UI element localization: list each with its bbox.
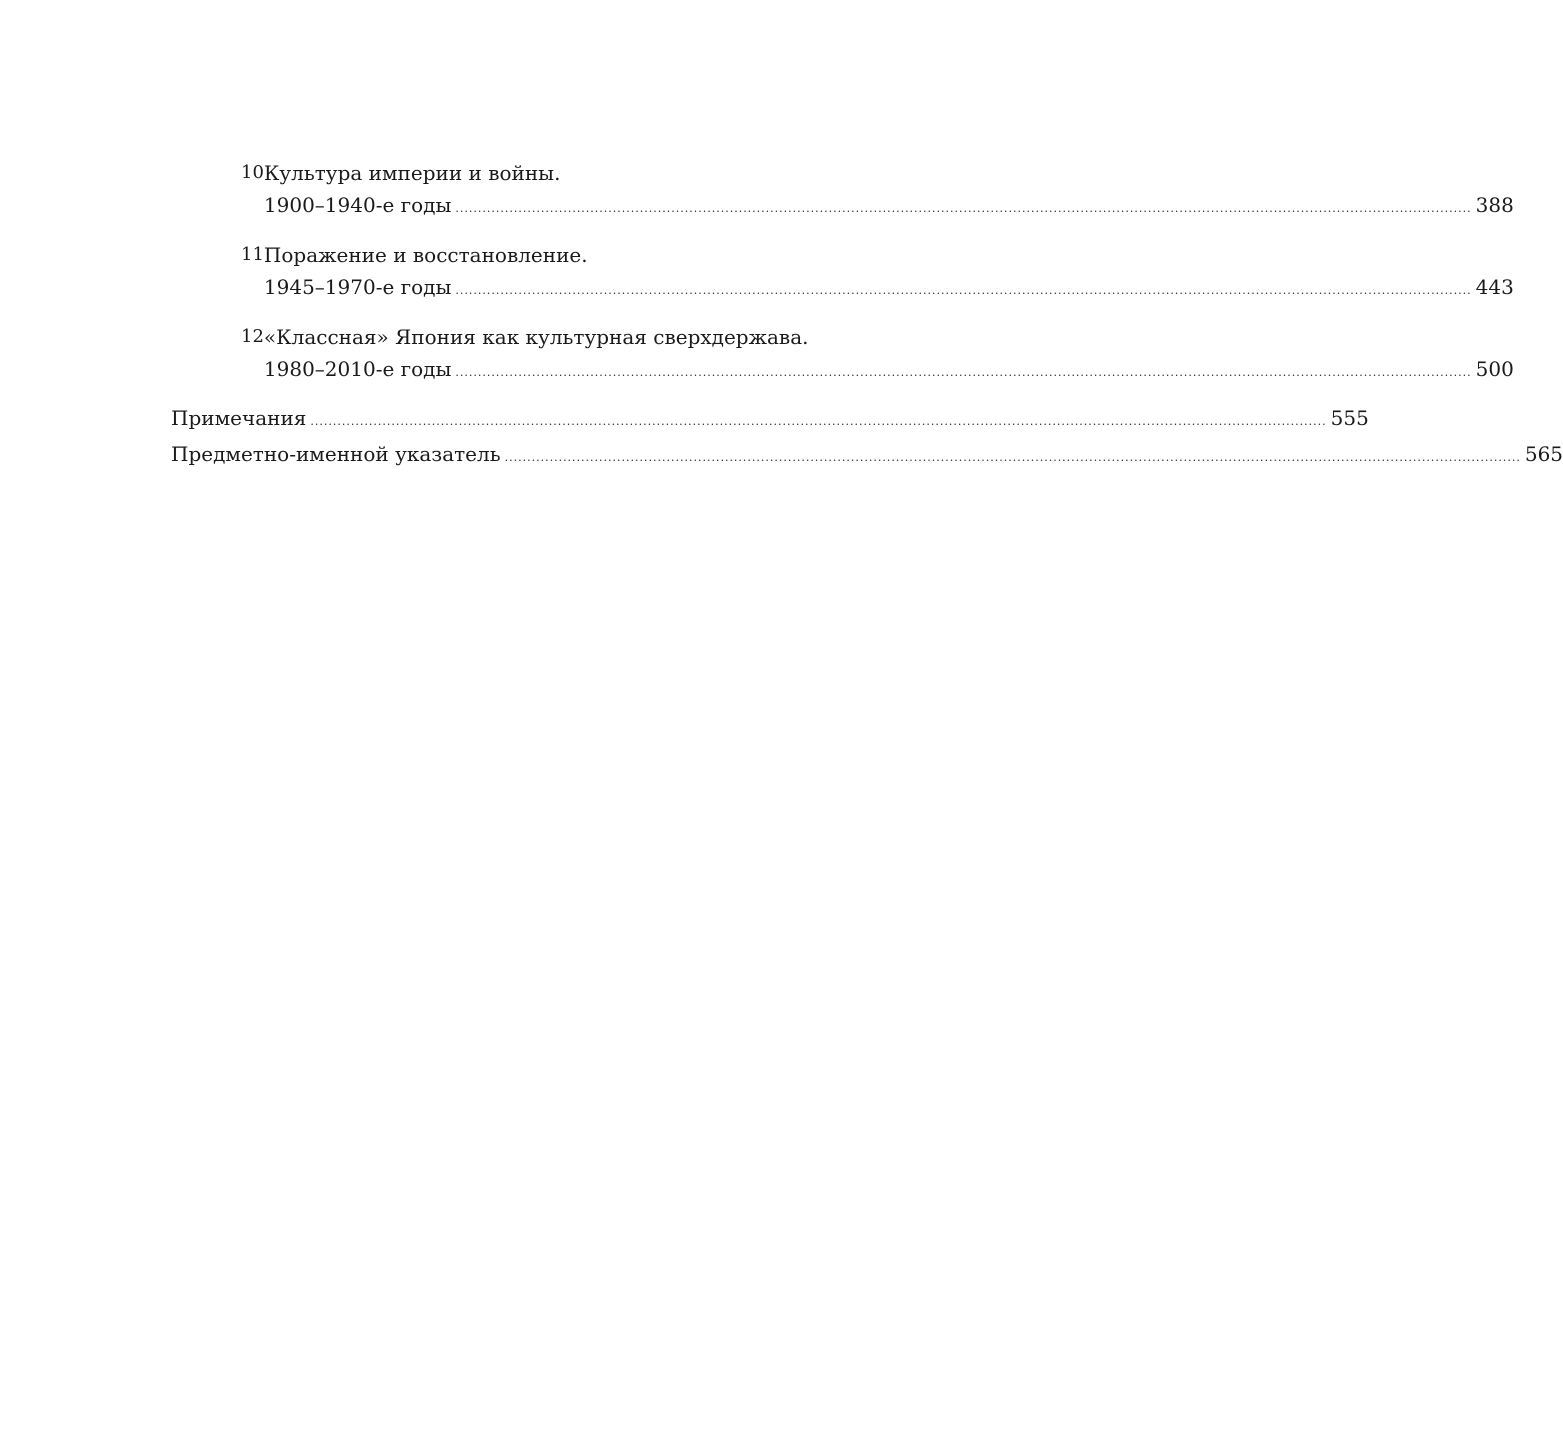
- dot-leader: [455, 276, 1471, 306]
- page-number: 555: [1330, 406, 1369, 430]
- chapter-body: [264, 320, 1514, 388]
- chapter-subtitle: 1980–2010-е годы: [263, 357, 452, 381]
- chapter-number: 10: [241, 162, 264, 183]
- page-number: 500: [1475, 357, 1514, 381]
- dot-leader: [455, 194, 1471, 224]
- chapter-body: [264, 156, 1514, 224]
- page-number: 443: [1475, 275, 1514, 299]
- entry-title: Примечания: [171, 406, 307, 430]
- chapter-leader-line: [264, 190, 1514, 224]
- chapter-title: «Классная» Япония как культурная сверхдержава.: [263, 325, 809, 349]
- chapter-number: 11: [241, 244, 264, 265]
- toc-chapter-10[interactable]: [171, 156, 1514, 224]
- chapter-leader-line: [264, 272, 1514, 306]
- entry-title: Предметно-именной указатель: [171, 442, 501, 466]
- dot-leader: [455, 358, 1471, 388]
- toc-chapter-12[interactable]: [171, 320, 1514, 388]
- back-matter: [171, 402, 1563, 474]
- toc-entry-notes[interactable]: [171, 402, 1369, 438]
- page-number: 388: [1475, 193, 1514, 217]
- chapter-number: 12: [241, 326, 264, 347]
- chapter-leader-line: [264, 354, 1514, 388]
- dot-leader: [310, 406, 1326, 438]
- chapter-body: [264, 238, 1514, 306]
- toc-entry-index[interactable]: [171, 438, 1563, 474]
- chapter-title: Поражение и восстановление.: [263, 243, 588, 267]
- chapter-subtitle: 1945–1970-е годы: [263, 275, 452, 299]
- toc-chapter-11[interactable]: [171, 238, 1514, 306]
- table-of-contents: [171, 156, 1563, 474]
- chapter-title: Культура империи и войны.: [263, 161, 561, 185]
- page-number: 565: [1524, 442, 1563, 466]
- dot-leader: [505, 442, 1521, 474]
- chapter-subtitle: 1900–1940-е годы: [263, 193, 452, 217]
